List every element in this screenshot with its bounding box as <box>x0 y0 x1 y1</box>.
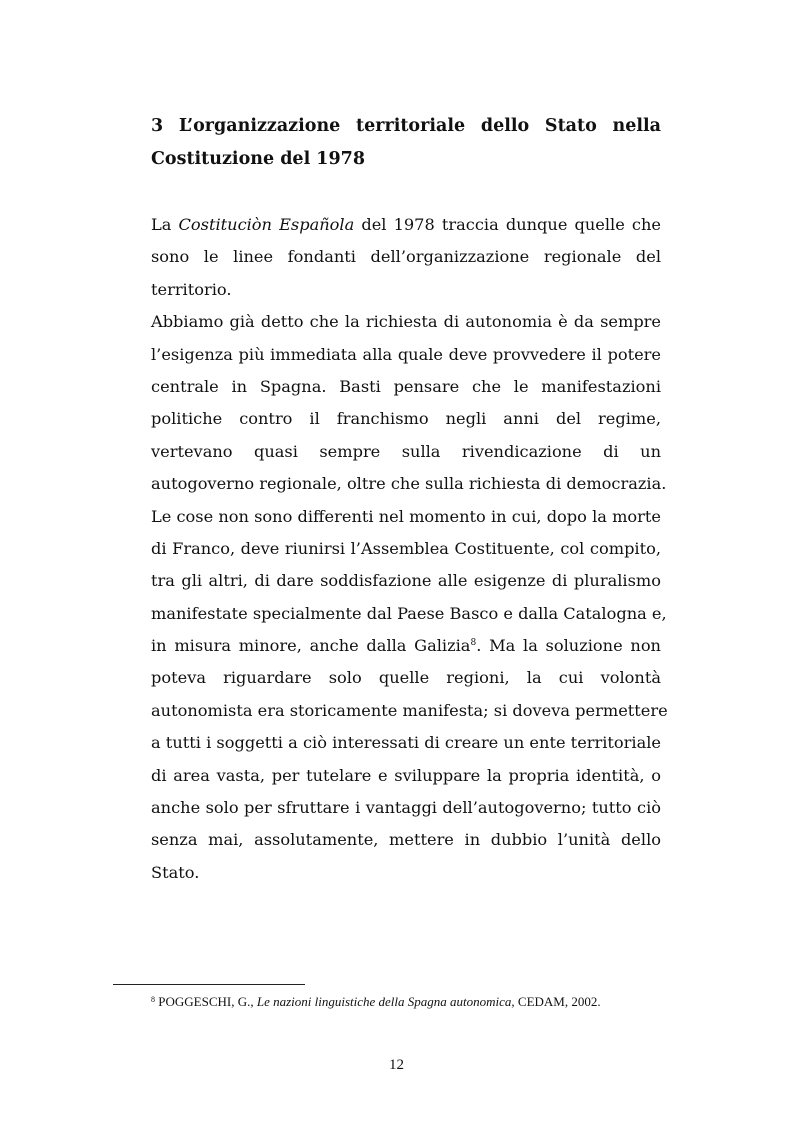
body-line: vertevano quasi sempre sulla rivendicazione di un <box>151 441 661 461</box>
body-line: Le cose non sono differenti nel momento in cui, dopo la morte <box>151 506 661 526</box>
body-text-run: La <box>151 215 172 234</box>
footnote-publisher: , CEDAM, 2002. <box>511 994 601 1009</box>
body-line: a tutti i soggetti a ciò interessati di creare un ente territoriale <box>151 733 661 753</box>
italic-title: Costituciòn Española <box>178 215 355 234</box>
heading-line: 3 L’organizzazione territoriale dello Stato nella <box>151 116 661 136</box>
body-line: territorio. <box>151 279 232 299</box>
footnote-number: 8 <box>151 995 155 1004</box>
footnote-reference[interactable]: 8 <box>470 638 477 649</box>
body-line: politiche contro il franchismo negli anni del regime, <box>151 409 661 429</box>
body-line: l’esigenza più immediata alla quale deve provvedere il potere <box>151 344 661 364</box>
body-line: sono le linee fondanti dell’organizzazione regionale del <box>151 247 661 267</box>
body-line: senza mai, assolutamente, mettere in dubbio l’unità dello <box>151 830 661 850</box>
body-line: autonomista era storicamente manifesta; si doveva permettere <box>151 700 668 720</box>
body-line <box>151 209 661 241</box>
footnote-title: Le nazioni linguistiche della Spagna autonomica <box>256 994 512 1009</box>
footnote <box>151 994 671 1010</box>
body-line: poteva riguardare solo quelle regioni, la cui volontà <box>151 668 661 688</box>
body-line <box>151 630 661 662</box>
body-line: di area vasta, per tutelare e sviluppare la propria identità, o <box>151 765 661 785</box>
body-line: centrale in Spagna. Basti pensare che le manifestazioni <box>151 376 661 396</box>
body-text-run: del 1978 traccia dunque quelle che <box>361 215 661 234</box>
body-line: autogoverno regionale, oltre che sulla richiesta di democrazia. <box>151 474 667 494</box>
body-line: Stato. <box>151 862 200 882</box>
footnote-separator <box>113 984 305 985</box>
body-line: anche solo per sfruttare i vantaggi dell’autogoverno; tutto ciò <box>151 798 661 818</box>
footnote-author: POGGESCHI, G., <box>158 994 254 1009</box>
heading-line: Costituzione del 1978 <box>151 149 366 169</box>
body-line: di Franco, deve riunirsi l’Assemblea Costituente, col compito, <box>151 538 661 558</box>
body-line: tra gli altri, di dare soddisfazione alle esigenze di pluralismo <box>151 571 661 591</box>
page-number: 12 <box>389 1057 404 1073</box>
section-heading <box>151 110 661 176</box>
body-line: Abbiamo già detto che la richiesta di autonomia è da sempre <box>151 312 661 332</box>
body-line: manifestate specialmente dal Paese Basco e dalla Catalogna e, <box>151 603 667 623</box>
body-text-run: . Ma la soluzione non <box>476 636 661 656</box>
body-text-run: in misura minore, anche dalla Galizia <box>151 636 471 656</box>
body-paragraphs <box>151 209 668 889</box>
